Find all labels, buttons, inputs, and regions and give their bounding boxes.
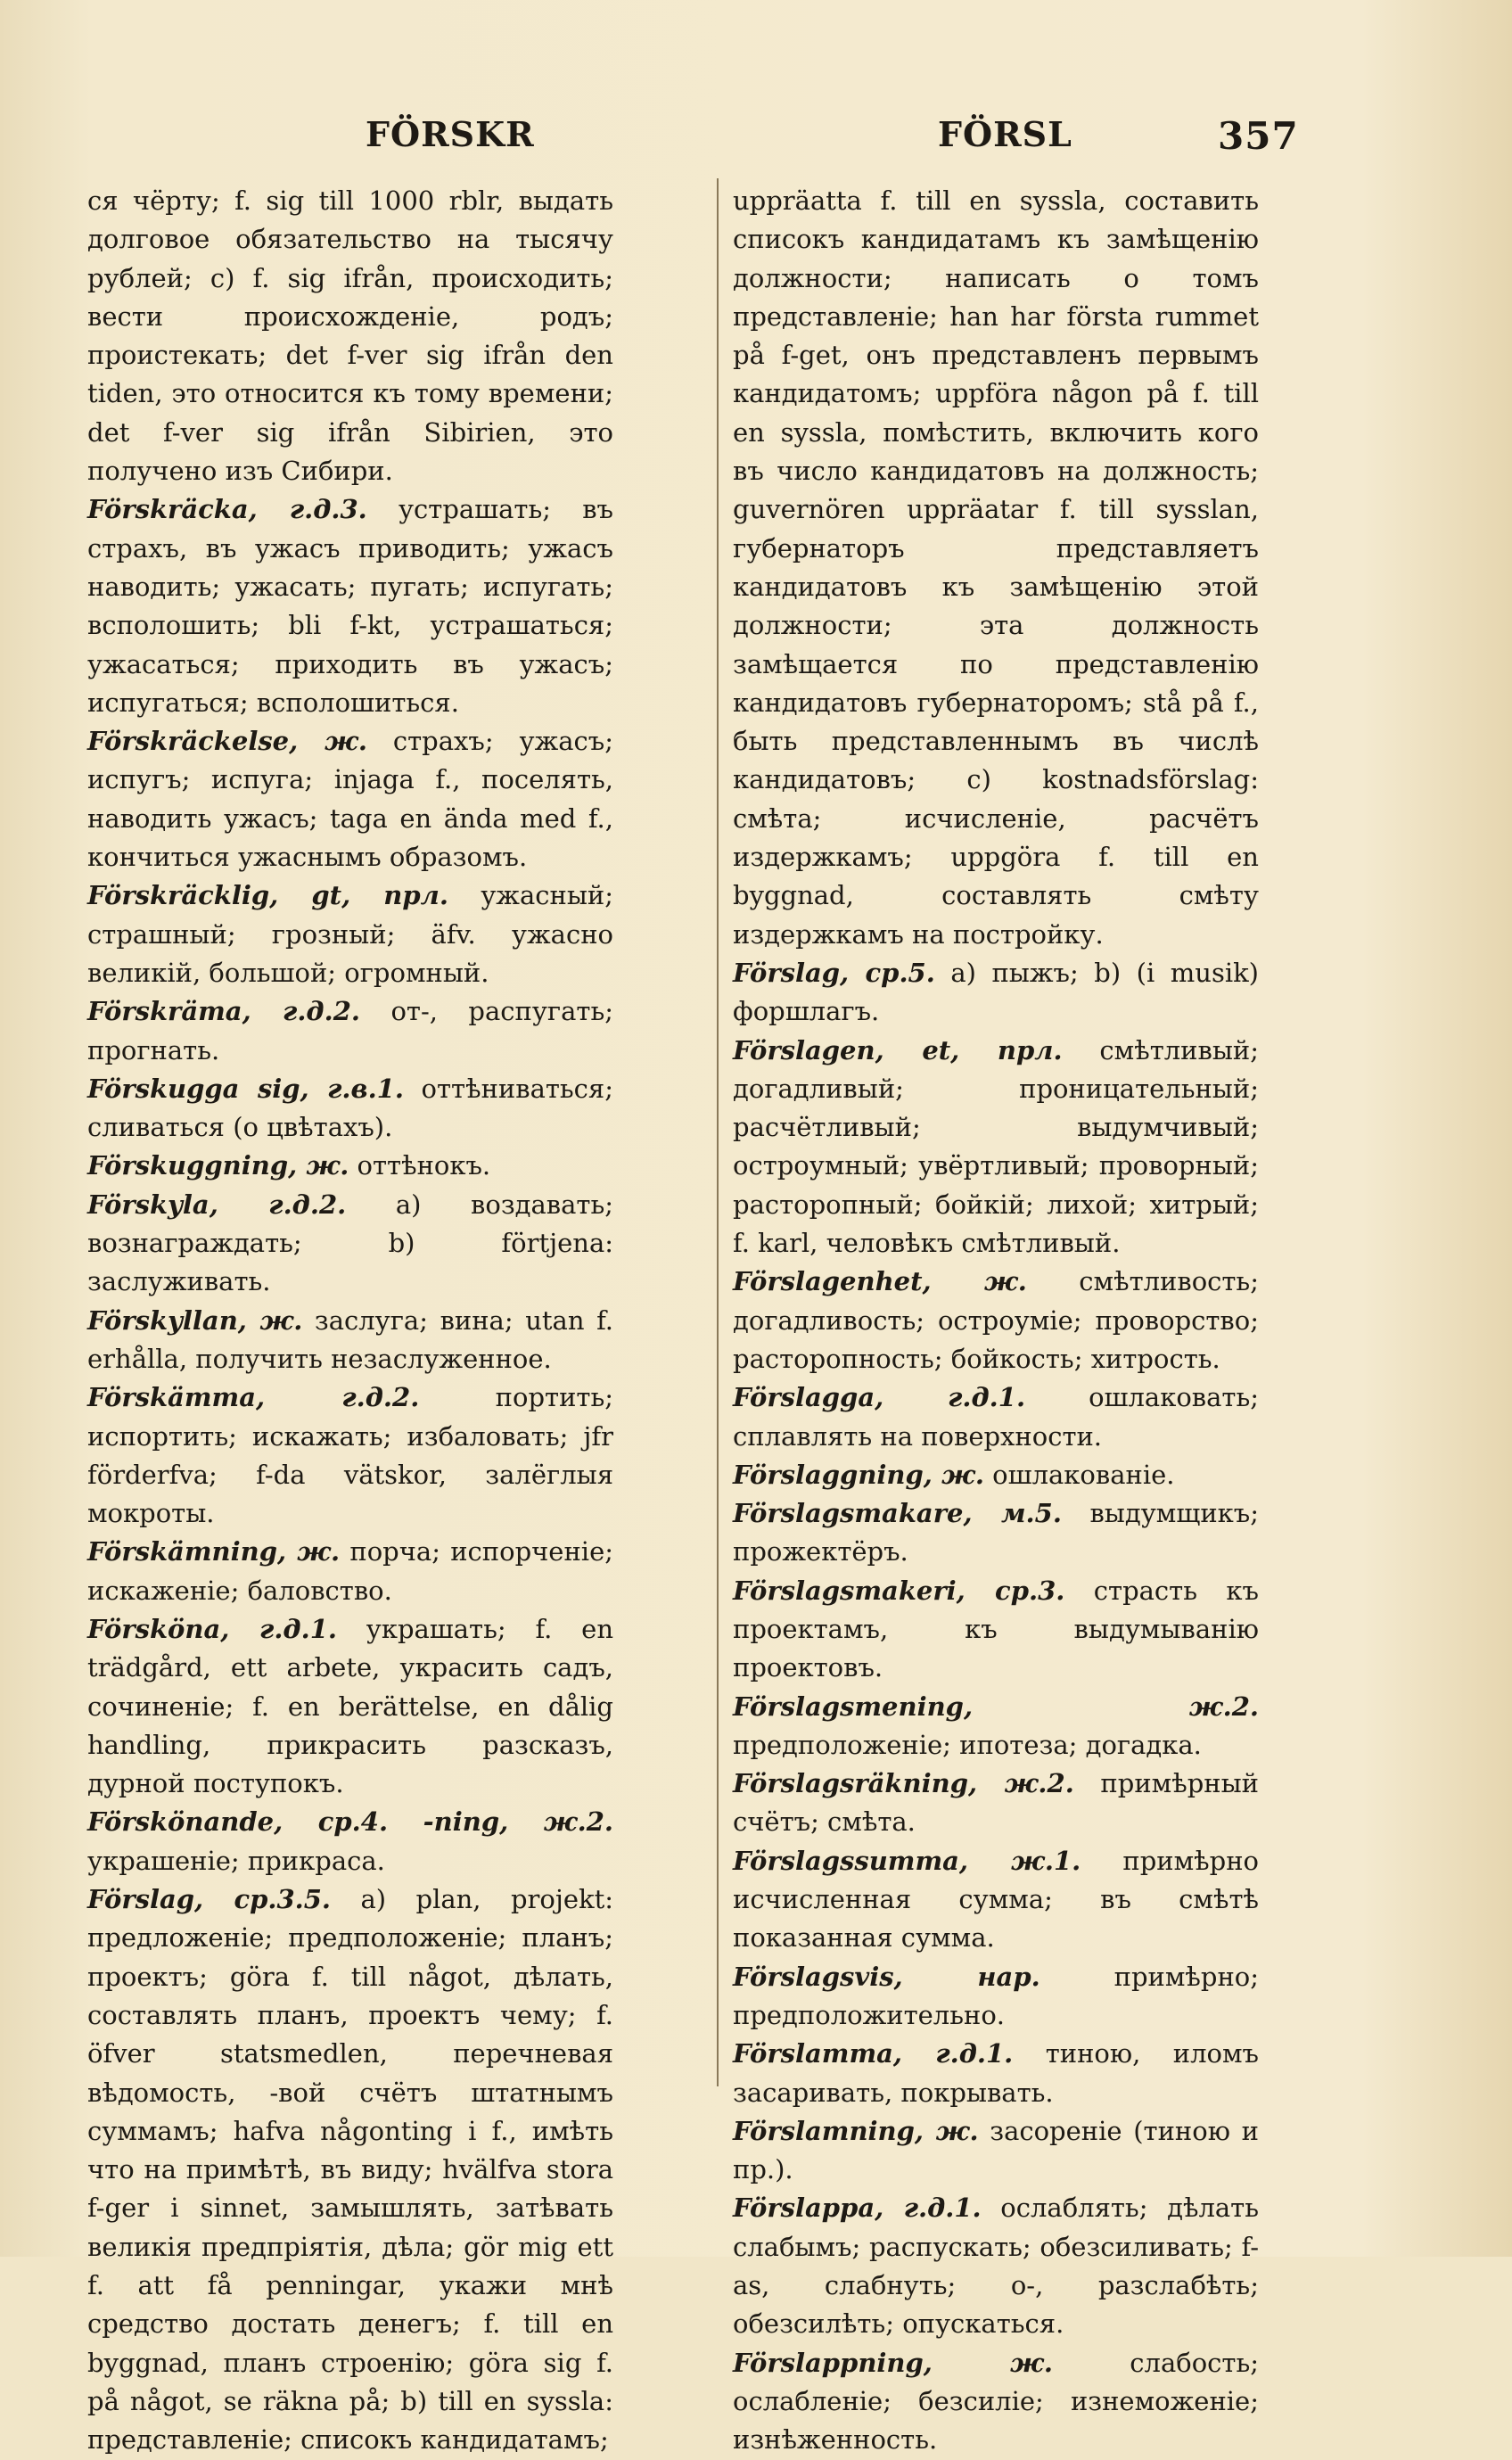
dictionary-entry <box>733 1378 1259 1456</box>
dictionary-entry <box>733 2112 1259 2190</box>
entry-definition: ошлаковать; сплавлять на поверхности. <box>733 1382 1259 1452</box>
dictionary-entry <box>733 1842 1259 1958</box>
entry-definition: смѣтливый; догадливый; проницательный; расчётливый; выдумчивый; остроумный; увёртливый; проворный; расторопный; бойкiй; лихой; хитрый; f. karl, человѣкъ смѣтливый. <box>733 1034 1259 1259</box>
entry-definition: от-, распугать; прогнать. <box>87 996 614 1065</box>
entry-headword: Förskräma, г.д.2. <box>87 996 360 1027</box>
entry-definition: украшать; f. en trädgård, ett arbete, украсить садъ, сочиненiе; f. en berättelse, en dålig handling, прикрасить разсказъ, дурной поступокъ. <box>87 1613 613 1799</box>
entry-definition: портить; испортить; искажать; избаловать; jfr förderfva; f-da vätskor, залёглыя мокроты. <box>87 1382 613 1529</box>
entry-definition: uppräatta f. till en syssla, составить списокъ кандидатамъ къ замѣщенiю должности; написать о томъ представленiе; han har första rummet på f-get, онъ представленъ первымъ кандидатомъ; uppföra någon på f. till en syssla, помѣстить, включить кого въ число кандидатовъ на должность; guvernören uppräatar f. till sysslan, губернаторъ представляетъ кандидатовъ къ замѣщенiю этой должности; эта должность замѣщается по представленiю кандидатовъ губернаторомъ; stå på f., быть представленнымъ въ числѣ кандидатовъ; c) kostnadsförslag: смѣта; исчисленiе, расчётъ издержкамъ; uppgöra f. till en byggnad, составлять смѣту издержкамъ на постройку. <box>733 185 1259 950</box>
dictionary-entry <box>733 1958 1259 2036</box>
right-column <box>733 182 1259 2460</box>
entry-headword: Förslagsmening, ж.2. <box>733 1691 1259 1722</box>
left-column <box>87 182 613 2460</box>
dictionary-entry <box>87 992 613 1070</box>
entry-definition: порча; испорченiе; искаженiе; баловство. <box>87 1536 613 1606</box>
entry-headword: Förskämma, г.д.2. <box>87 1382 420 1413</box>
entry-definition: ослаблять; дѣлать слабымъ; распускать; обезсиливать; f-as, слабнуть; о-, разслабѣть; обезсилѣть; опускаться. <box>733 2193 1259 2340</box>
entry-headword: Förslaggning, ж. <box>733 1459 984 1490</box>
dictionary-entry <box>87 1147 613 1185</box>
dictionary-entry <box>733 1263 1259 1378</box>
entry-definition: страхъ; ужасъ; испугъ; испуга; injaga f., поселять, наводить ужасъ; taga en ända med f., кончиться ужаснымъ образомъ. <box>87 726 614 873</box>
entry-headword: Förslagsräkning, ж.2. <box>733 1768 1074 1799</box>
entry-definition: тиною, иломъ засаривать, покрывать. <box>733 2038 1259 2108</box>
dictionary-entry <box>733 1494 1259 1572</box>
entry-headword: Förskyllan, ж. <box>87 1304 303 1336</box>
dictionary-entry <box>87 722 613 876</box>
dictionary-entry <box>87 1186 613 1302</box>
dictionary-entry <box>87 1302 613 1379</box>
dictionary-entry <box>733 2344 1259 2460</box>
entry-definition: устрашать; въ страхъ, въ ужасъ приводить; ужасъ наводить; ужасать; пугать; испугать; всполошить; bli f-kt, устрашаться; ужасаться; приходить въ ужасъ; испугаться; всполошиться. <box>87 494 613 718</box>
entry-headword: Förskräcklig, gt, прл. <box>87 880 448 911</box>
dictionary-entry <box>87 1803 613 1880</box>
entry-definition: предположенiе; ипотеза; догадка. <box>733 1729 1202 1760</box>
dictionary-entry <box>733 1032 1259 1263</box>
dictionary-entry <box>87 1880 613 2459</box>
entry-definition: оттѣниваться; сливаться (о цвѣтахъ). <box>87 1073 613 1143</box>
entry-headword: Förskugga sig, г.в.1. <box>87 1073 404 1104</box>
dictionary-entry <box>733 954 1259 1032</box>
dictionary-entry <box>733 2189 1259 2343</box>
entry-headword: Förslappning, ж. <box>733 2347 1053 2378</box>
dictionary-entry <box>87 1070 613 1148</box>
entry-headword: Förskräcka, г.д.3. <box>87 494 367 525</box>
entry-definition: примѣрно исчисленная сумма; въ смѣтѣ показанная сумма. <box>733 1845 1259 1954</box>
entry-definition: a) пыжъ; b) (i musik) форшлагъ. <box>733 957 1259 1027</box>
dictionary-entry <box>87 182 613 490</box>
entry-definition: выдумщикъ; прожектёръ. <box>733 1498 1259 1567</box>
entry-headword: Förslamning, ж. <box>733 2115 979 2146</box>
entry-definition: a) plan, projekt: предложенiе; предположенiе; планъ; проектъ; göra f. till något, дѣлать, составлять планъ, проектъ чему; f. öfver statsmedlen, перечневая вѣдомость, -вой счётъ штатнымъ суммамъ; hafva någonting i f., имѣть что на примѣтѣ, въ виду; hvälfva stora f-ger i sinnet, замышлять, затѣвать великiя предпрiятiя, дѣла; gör mig ett f. att få penningar, укажи мнѣ средство достать денегъ; f. till en byggnad, планъ строенiю; göra sig f. på något, se räkna på; b) till en syssla: представленiе; списокъ кандидатамъ; <box>87 1884 613 2456</box>
dictionary-entry <box>733 182 1259 954</box>
entry-definition: заслуга; вина; utan f. erhålla, получить незаслуженное. <box>87 1304 613 1374</box>
entry-definition: a) воздавать; вознаграждать; b) förtjena: заслуживать. <box>87 1189 613 1297</box>
entry-definition: засоренiе (тиною и пр.). <box>733 2115 1259 2185</box>
dictionary-entry <box>87 1610 613 1803</box>
entry-definition: ошлакованiе. <box>992 1459 1175 1490</box>
entry-headword: Förslappa, г.д.1. <box>733 2193 982 2224</box>
dictionary-entry <box>733 1572 1259 1688</box>
entry-headword: Förskönande, ср.4. -ning, ж.2. <box>87 1806 613 1838</box>
column-divider <box>717 178 719 2086</box>
entry-headword: Förslagenhet, ж. <box>733 1266 1027 1297</box>
dictionary-entry <box>87 876 613 992</box>
entry-definition: слабость; ослабленiе; безсилiе; изнеможенiе; изнѣженность. <box>733 2347 1259 2456</box>
dictionary-entry <box>733 1765 1259 1842</box>
entry-definition: оттѣнокъ. <box>357 1150 491 1181</box>
entry-headword: Förskuggning, ж. <box>87 1150 349 1181</box>
entry-headword: Förslagsmakeri, ср.3. <box>733 1575 1065 1606</box>
dictionary-entry <box>733 1688 1259 1765</box>
entry-definition: страсть къ проектамъ, къ выдумыванiю проектовъ. <box>733 1575 1259 1683</box>
entry-headword: Förslagsmakare, м.5. <box>733 1498 1062 1529</box>
entry-headword: Förslagga, г.д.1. <box>733 1382 1026 1413</box>
entry-headword: Förslamma, г.д.1. <box>733 2038 1014 2069</box>
entry-headword: Försköna, г.д.1. <box>87 1613 337 1644</box>
dictionary-entry <box>733 1456 1259 1494</box>
entry-headword: Förskämning, ж. <box>87 1536 341 1567</box>
dictionary-entry <box>733 2035 1259 2112</box>
entry-definition: примѣрный счётъ; смѣта. <box>733 1768 1259 1838</box>
entry-headword: Förslag, ср.3.5. <box>87 1884 332 1915</box>
entry-headword: Förslagsvis, нар. <box>733 1961 1040 1992</box>
entry-definition: ся чёрту; f. sig till 1000 rblr, выдать долговое обязательство на тысячу рублей; c) f. sig ifrån, происходить; вести происхожденiе, родъ; проистекать; det f-ver sig ifrån den tiden, это относится къ тому времени; det f-ver sig ifrån Sibirien, это получено изъ Сибири. <box>87 185 613 487</box>
page-number: 357 <box>1218 114 1299 158</box>
entry-headword: Förslag, ср.5. <box>733 957 935 988</box>
dictionary-entry <box>87 1533 613 1610</box>
entry-headword: Förskräckelse, ж. <box>87 726 367 757</box>
entry-definition: смѣтливость; догадливость; остроумiе; проворство; расторопность; бойкость; хитрость. <box>733 1266 1259 1374</box>
dictionary-entry <box>87 1378 613 1533</box>
dictionary-entry <box>87 490 613 722</box>
entry-definition: примѣрно; предположительно. <box>733 1961 1259 2030</box>
entry-headword: Förskyla, г.д.2. <box>87 1189 347 1220</box>
entry-headword: Förslagssumma, ж.1. <box>733 1845 1081 1876</box>
entry-headword: Förslagen, et, прл. <box>733 1034 1063 1065</box>
left-running-head: FÖRSKR <box>366 114 535 154</box>
right-running-head: FÖRSL <box>938 114 1072 154</box>
entry-definition: украшенiе; прикраса. <box>87 1845 385 1876</box>
page-header <box>0 114 1512 168</box>
entry-definition: ужасный; страшный; грозный; äfv. ужасно великiй, большой; огромный. <box>87 880 614 988</box>
